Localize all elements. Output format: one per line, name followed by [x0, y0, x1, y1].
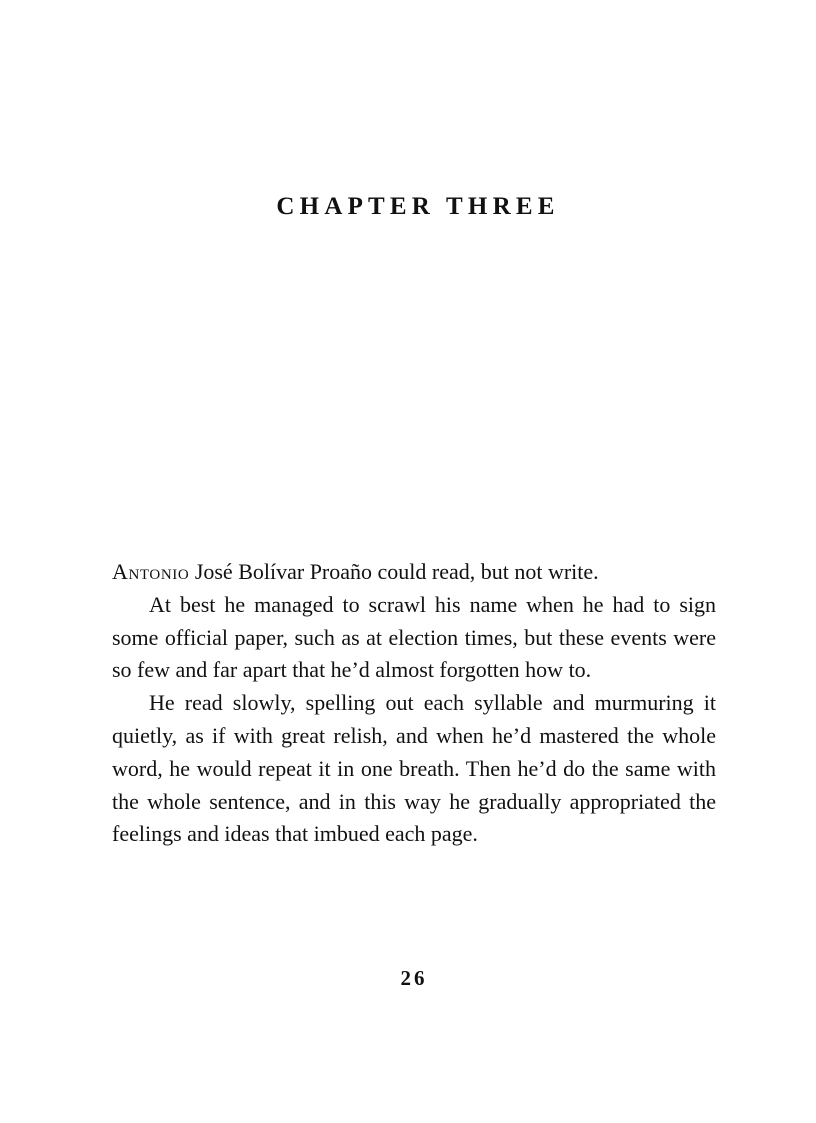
paragraph-2: At best he managed to scrawl his name when he had to sign some official paper, such as at election times, but these events were so few and far apart that he’d almost forgotten how to.	[112, 591, 716, 683]
paragraph-3: He read slowly, spelling out each syllable and murmuring it quietly, as if with great relish, and when he’d mastered the whole word, he would repeat it in one breath. Then he’d do the same with the whole sentence, and in this way he gradually appropriated the feelings and ideas that imbued each page.	[112, 690, 716, 847]
chapter-heading: CHAPTER THREE	[276, 193, 560, 220]
chapter-body	[112, 556, 716, 851]
page-number: 26	[400, 966, 428, 990]
paragraph-1	[112, 556, 716, 589]
paragraph-1-text: José Bolívar Proaño could read, but not write.	[189, 559, 599, 584]
paragraph-1-lead-word: Antonio	[112, 559, 190, 584]
